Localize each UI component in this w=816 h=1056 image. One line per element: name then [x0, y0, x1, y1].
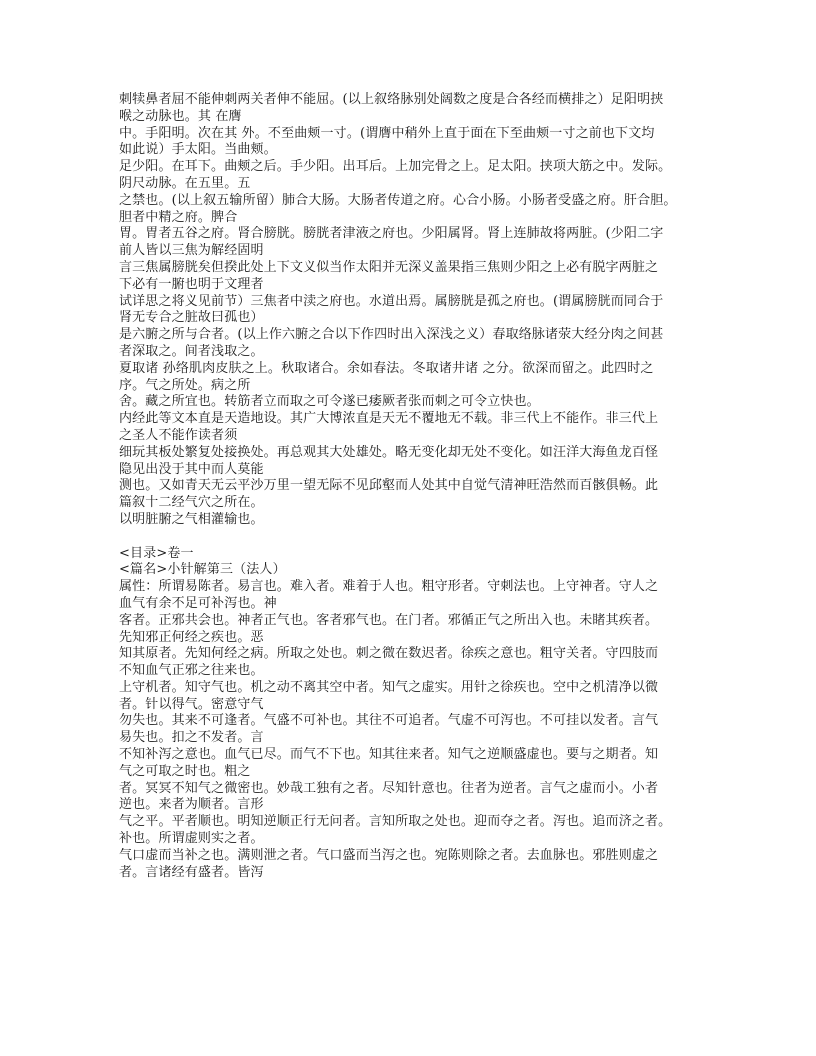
text-line: 逆也。来者为顺者。言形 [119, 797, 264, 813]
text-line: 气之平。平者顺也。明知逆顺正行无问者。言知所取之处也。迎而夺之者。泻也。追而济之者。 [119, 814, 672, 830]
text-line: 以明脏腑之气相灌输也。 [119, 511, 264, 527]
text-line: 血气有余不足可补泻也。神 [119, 595, 277, 611]
document-page [119, 92, 719, 881]
text-line: 者。冥冥不知气之微密也。妙哉工独有之者。尽知针意也。往者为逆者。言气之虚而小。小者 [119, 780, 659, 796]
text-line: 前人皆以三焦为解经固明 [119, 243, 264, 259]
chapter-heading: <篇名>小针解第三（法人） [119, 562, 286, 578]
text-line: 之圣人不能作读者须 [119, 427, 238, 443]
text-line: 如此说）手太阳。当曲颊。 [119, 142, 277, 158]
text-line: 肾无专合之脏故曰孤也） [119, 310, 264, 326]
text-line: 气之可取之时也。粗之 [119, 763, 251, 779]
text-line: 刺犊鼻者屈不能伸刺两关者伸不能屈。(以上叙络脉别处阔数之度是合各经而横排之）足阳明挟 [119, 92, 664, 107]
paragraph-gap [119, 529, 719, 546]
text-line: 不知补泻之意也。血气已尽。而气不下也。知其往来者。知气之逆顺盛虚也。要与之期者。知 [119, 747, 659, 763]
text-line: 者深取之。间者浅取之。 [119, 343, 264, 359]
text-line: 中。手阳明。次在其 外。不至曲颊一寸。(谓膺中稍外上直于面在下至曲颊一寸之前也下文均 [119, 125, 655, 141]
text-line: 内经此等文本直是天造地设。其广大博浓直是天无不覆地无不载。非三代上不能作。非三代上 [119, 411, 659, 427]
text-line: 知其原者。先知何经之病。所取之处也。刺之微在数迟者。徐疾之意也。粗守关者。守四肢而 [119, 646, 659, 662]
text-line: 易失也。扣之不发者。言 [119, 730, 264, 746]
text-line: 补也。所谓虚则实之者。 [119, 831, 264, 847]
text-line: 属性：所谓易陈者。易言也。难入者。难着于人也。粗守形者。守刺法也。上守神者。守人之 [119, 579, 659, 595]
text-line: 是六腑之所与合者。(以上作六腑之合以下作四时出入深浅之义）春取络脉诸荥大经分肉之间甚 [119, 327, 664, 343]
text-line: 不知血气正邪之往来也。 [119, 663, 264, 679]
text-line: 者。言诸经有盛者。皆泻 [119, 864, 264, 880]
text-line: 言三焦属膀胱矣但揆此处上下文义似当作太阳并无深义盖果指三焦则少阳之上必有脱字两脏之 [119, 259, 659, 275]
text-line: 试详思之将义见前节）三焦者中渎之府也。水道出焉。属膀胱是孤之府也。(谓属膀胱而同合于 [119, 293, 664, 309]
text-line: 细玩其板处繁复处接换处。再总观其大处雄处。略无变化却无处不变化。如汪洋大海鱼龙百怪 [119, 444, 659, 460]
text-line: 勿失也。其来不可逢者。气盛不可补也。其往不可追者。气虚不可泻也。不可挂以发者。言气 [119, 713, 659, 729]
text-block-2 [119, 546, 719, 882]
text-line: 阴尺动脉。在五里。五 [119, 175, 251, 191]
text-line: 下必有一腑也明于文理者 [119, 276, 264, 292]
text-line: 上守机者。知守气也。机之动不离其空中者。知气之虚实。用针之徐疾也。空中之机清净以微 [119, 679, 659, 695]
text-line: 隐见出没于其中而人莫能 [119, 461, 264, 477]
text-line: 客者。正邪共会也。神者正气也。客者邪气也。在门者。邪循正气之所出入也。未睹其疾者。 [119, 612, 659, 628]
text-line: 胆者中精之府。脾合 [119, 209, 238, 225]
text-block-1 [119, 92, 719, 529]
text-line: 舍。藏之所宜也。转筋者立而取之可令遂已痿厥者张而刺之可令立快也。 [119, 394, 540, 410]
text-line: 夏取诸 孙络肌肉皮肤之上。秋取诸合。余如春法。冬取诸井诸 之分。欲深而留之。此四时之 [119, 360, 654, 376]
text-line: 测也。又如青天无云平沙万里一望无际不见邱壑而人处其中自觉气清神旺浩然而百骸俱畅。此 [119, 478, 659, 494]
text-line: 足少阳。在耳下。曲颊之后。手少阳。出耳后。上加完骨之上。足太阳。挟项大筋之中。发际。 [119, 159, 672, 175]
text-line: 喉之动脉也。其 在膺 [119, 108, 242, 124]
text-line: 气口虚而当补之也。满则泄之者。气口盛而当泻之也。宛陈则除之者。去血脉也。邪胜则虚之 [119, 847, 659, 863]
text-line: 篇叙十二经气穴之所在。 [119, 495, 264, 511]
text-line: 胃。胃者五谷之府。肾合膀胱。膀胱者津液之府也。少阳属肾。肾上连肺故将两脏。(少阳二字 [119, 226, 664, 242]
text-line: 序。气之所处。病之所 [119, 377, 251, 393]
text-line: 先知邪正何经之疾也。恶 [119, 629, 264, 645]
text-line: 之禁也。(以上叙五输所留）肺合大肠。大肠者传道之府。心合小肠。小肠者受盛之府。肝合胆。 [119, 192, 677, 208]
toc-heading: <目录>卷一 [119, 545, 194, 561]
text-line: 者。针以得气。密意守气 [119, 696, 264, 712]
